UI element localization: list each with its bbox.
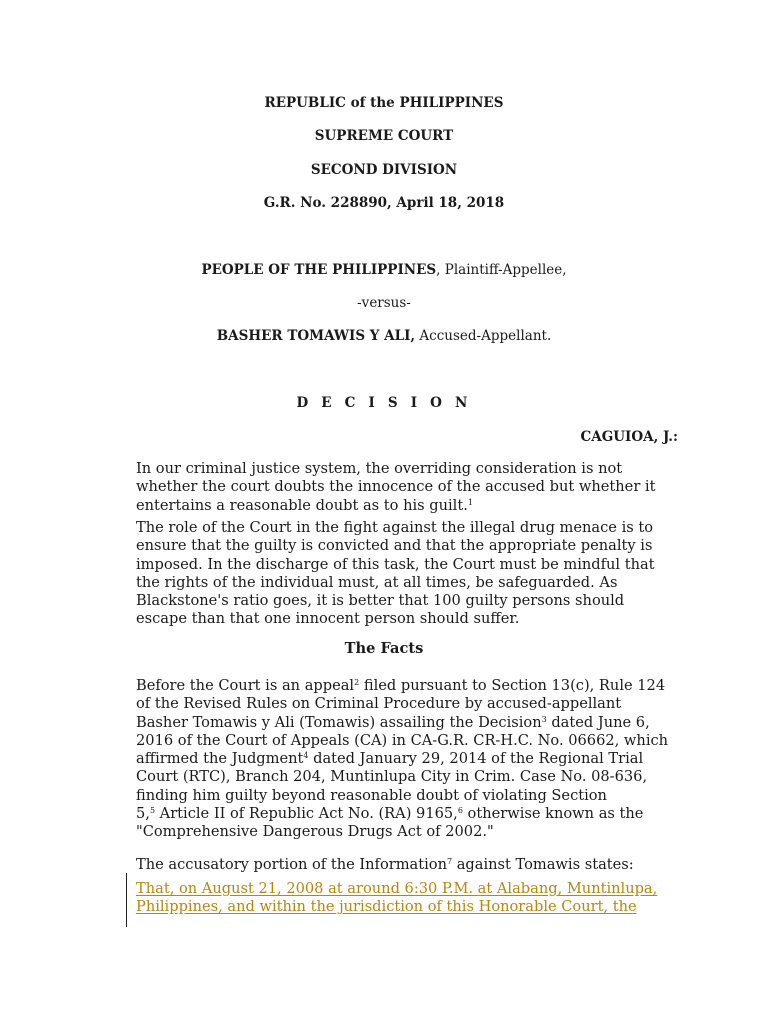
footnote-ref[interactable]: 4 xyxy=(303,751,309,761)
text-segment: entertains a reasonable doubt as to his guilt. xyxy=(136,496,468,514)
decision-title: D E C I S I O N xyxy=(296,395,472,411)
quote-line: That, on August 21, 2008 at around 6:30 P.M. at Alabang, Muntinlupa, xyxy=(136,880,658,897)
text-segment: 5, xyxy=(136,805,150,823)
text-line: ensure that the guilty is convicted and that the appropriate penalty is xyxy=(136,537,653,555)
ponente: CAGUIOA, J.: xyxy=(580,429,678,445)
text-segment: otherwise known as the xyxy=(462,805,644,823)
division-heading: SECOND DIVISION xyxy=(310,162,458,178)
footnote-ref[interactable]: 5 xyxy=(149,806,156,816)
text-line xyxy=(136,497,676,515)
text-segment: dated June 6, xyxy=(546,713,650,731)
quote-margin-bar xyxy=(126,873,127,927)
republic-heading: REPUBLIC of the PHILIPPINES xyxy=(264,95,504,111)
footnote-ref[interactable]: 6 xyxy=(457,806,463,816)
text-line xyxy=(136,856,676,874)
text-line: The role of the Court in the fight against the illegal drug menace is to xyxy=(136,519,654,536)
text-line: whether the court doubts the innocence of the accused but whether it xyxy=(136,478,656,496)
text-line: 2016 of the Court of Appeals (CA) in CA-G.R. CR-H.C. No. 06662, which xyxy=(136,731,669,749)
text-segment: filed pursuant to Section 13(c), Rule 124 xyxy=(359,677,666,694)
quote-line: Philippines, and within the jurisdiction of this Honorable Court, the xyxy=(136,898,637,916)
text-segment: dated January 29, 2014 of the Regional Trial xyxy=(308,750,644,768)
text-line xyxy=(136,805,676,823)
information-quote xyxy=(136,880,696,917)
text-segment: Basher Tomawis y Ali (Tomawis) assailing the Decision xyxy=(136,713,542,731)
text-line: escape than that one innocent person should suffer. xyxy=(136,610,520,628)
text-line xyxy=(136,677,676,695)
plaintiff-role: , Plaintiff-Appellee, xyxy=(436,262,567,278)
plaintiff-name: PEOPLE OF THE PHILIPPINES xyxy=(201,262,437,278)
accused-name: BASHER TOMAWIS Y ALI, xyxy=(216,328,416,344)
footnote-ref[interactable]: 3 xyxy=(541,714,547,724)
text-segment: Before the Court is an appeal xyxy=(136,677,355,694)
text-line: Blackstone's ratio goes, it is better that 100 guilty persons should xyxy=(136,592,625,610)
text-segment: against Tomawis states: xyxy=(452,856,634,873)
text-line: the rights of the individual must, at all times, be safeguarded. As xyxy=(136,573,618,591)
accused-line xyxy=(0,327,768,345)
intro-paragraph-1 xyxy=(136,460,676,515)
footnote-ref[interactable]: 1 xyxy=(467,497,473,507)
text-segment: Article II of Republic Act No. (RA) 9165, xyxy=(155,805,458,823)
text-line: finding him guilty beyond reasonable doubt of violating Section xyxy=(136,786,607,804)
information-paragraph xyxy=(136,856,676,874)
intro-paragraph-2 xyxy=(136,519,676,629)
text-segment: The accusatory portion of the Information xyxy=(136,856,447,873)
text-segment: affirmed the Judgment xyxy=(136,750,304,768)
text-line: of the Revised Rules on Criminal Procedure by accused-appellant xyxy=(136,695,622,713)
text-line xyxy=(136,714,676,732)
versus-line: -versus- xyxy=(357,295,411,311)
plaintiff-line xyxy=(0,261,768,279)
text-line: "Comprehensive Dangerous Drugs Act of 2002." xyxy=(136,823,494,841)
text-line xyxy=(136,750,676,768)
text-line: imposed. In the discharge of this task, the Court must be mindful that xyxy=(136,555,655,573)
court-heading: SUPREME COURT xyxy=(314,128,454,144)
facts-heading: The Facts xyxy=(344,640,424,657)
text-line: Court (RTC), Branch 204, Muntinlupa City in Crim. Case No. 08-636, xyxy=(136,768,648,786)
case-number: G.R. No. 228890, April 18, 2018 xyxy=(263,195,505,211)
footnote-ref[interactable]: 7 xyxy=(446,857,453,866)
text-line: In our criminal justice system, the overriding consideration is not xyxy=(136,460,623,477)
footnote-ref[interactable]: 2 xyxy=(354,678,360,687)
accused-role: Accused-Appellant. xyxy=(415,328,552,344)
facts-paragraph xyxy=(136,677,676,842)
